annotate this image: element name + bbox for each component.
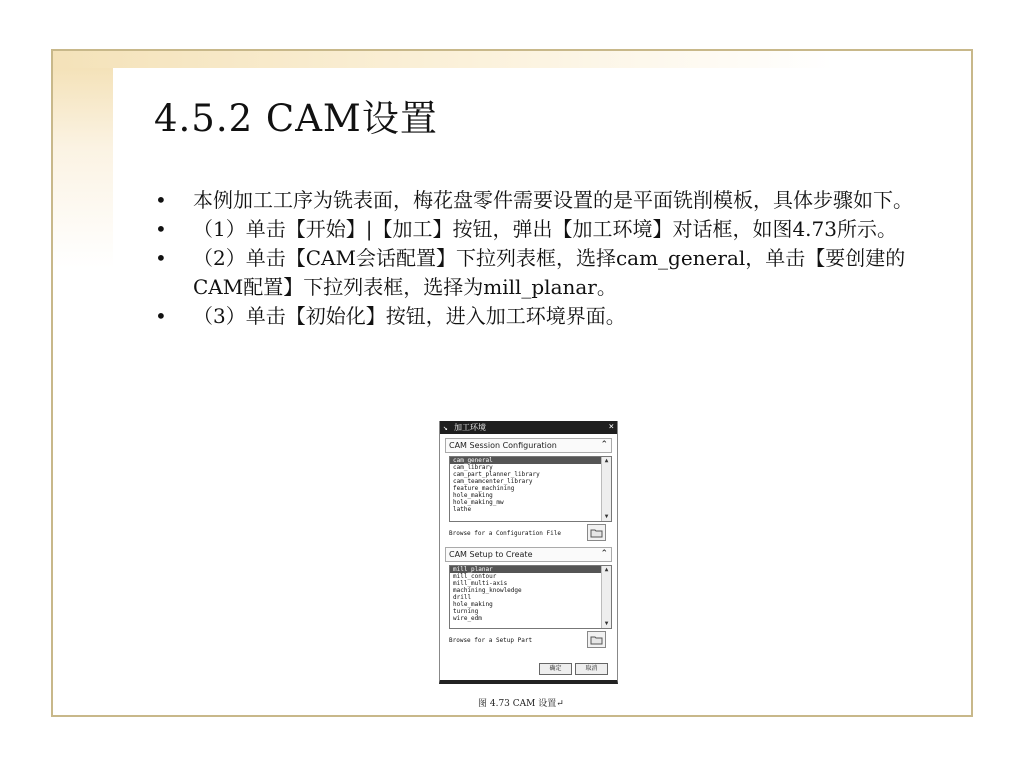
ok-button[interactable]: 确定 xyxy=(539,663,572,675)
bullet-item xyxy=(155,302,945,331)
list-item[interactable]: cam_part_planner_library xyxy=(453,471,540,478)
setup-to-create-header[interactable] xyxy=(445,547,612,562)
dialog-title: 加工环境 xyxy=(454,423,486,432)
list-item[interactable]: hole_making xyxy=(453,492,493,499)
session-config-list[interactable] xyxy=(449,456,612,522)
bullet-text: （1）单击【开始】|【加工】按钮，弹出【加工环境】对话框，如图4.73所示。 xyxy=(193,217,897,241)
dialog-app-icon: ↘ xyxy=(443,423,448,432)
list-item[interactable]: drill xyxy=(453,594,472,601)
scroll-up-icon[interactable]: ▲ xyxy=(604,566,609,573)
list-item[interactable]: mill_planar xyxy=(450,566,611,573)
bullet-item xyxy=(155,215,945,244)
browse-part-label: Browse for a Setup Part xyxy=(449,637,533,644)
list-item[interactable]: hole_making_mw xyxy=(453,499,504,506)
bullet-dot: • xyxy=(155,304,167,328)
list-item[interactable]: cam_teamcenter_library xyxy=(453,478,533,485)
list-item[interactable]: hole_making xyxy=(453,601,493,608)
scroll-up-icon[interactable]: ▲ xyxy=(604,457,609,464)
list-item[interactable]: wire_edm xyxy=(453,615,482,622)
slide-title: 4.5.2 CAM设置 xyxy=(154,97,438,140)
figure-caption: 图 4.73 CAM 设置↵ xyxy=(478,699,564,709)
machining-environment-dialog xyxy=(439,421,618,684)
bullet-item xyxy=(155,244,945,302)
scroll-down-icon[interactable]: ▼ xyxy=(604,620,609,627)
cancel-button[interactable]: 取消 xyxy=(575,663,608,675)
bullet-list xyxy=(155,186,945,331)
setup-to-create-header-label: CAM Setup to Create xyxy=(449,550,533,559)
browse-part-button[interactable] xyxy=(587,631,606,648)
bullet-dot: • xyxy=(155,188,167,212)
setup-to-create-list[interactable] xyxy=(449,565,612,629)
session-config-header[interactable] xyxy=(445,438,612,453)
folder-icon xyxy=(590,527,603,538)
session-config-header-label: CAM Session Configuration xyxy=(449,441,557,450)
close-icon[interactable]: × xyxy=(608,422,614,432)
bullet-text: （2）单击【CAM会话配置】下拉列表框，选择cam_general，单击【要创建的CAM配置】下拉列表框，选择为mill_planar。 xyxy=(193,246,906,299)
list-item[interactable]: cam_general xyxy=(450,457,611,464)
bullet-dot: • xyxy=(155,217,167,241)
browse-config-label: Browse for a Configuration File xyxy=(449,530,561,537)
session-list-scrollbar[interactable] xyxy=(601,457,611,521)
bullet-item xyxy=(155,186,945,215)
folder-icon xyxy=(590,634,603,645)
scroll-down-icon[interactable]: ▼ xyxy=(604,513,609,520)
bullet-dot: • xyxy=(155,246,167,270)
list-item[interactable]: cam_library xyxy=(453,464,493,471)
list-item[interactable]: machining_knowledge xyxy=(453,587,522,594)
bullet-text: （3）单击【初始化】按钮，进入加工环境界面。 xyxy=(193,304,626,328)
list-item[interactable]: lathe xyxy=(453,506,472,513)
chevron-up-icon[interactable]: ⌃ xyxy=(600,440,608,450)
list-item[interactable]: feature_machining xyxy=(453,485,515,492)
frame-top-band xyxy=(53,51,971,68)
setup-list-scrollbar[interactable] xyxy=(601,566,611,628)
list-item[interactable]: mill_multi-axis xyxy=(453,580,508,587)
list-item[interactable]: mill_contour xyxy=(453,573,497,580)
bullet-text: 本例加工工序为铣表面，梅花盘零件需要设置的是平面铣削模板，具体步骤如下。 xyxy=(193,188,913,212)
frame-left-band xyxy=(53,68,113,268)
dialog-titlebar[interactable] xyxy=(440,421,617,434)
browse-config-button[interactable] xyxy=(587,524,606,541)
chevron-up-icon[interactable]: ⌃ xyxy=(600,549,608,559)
list-item[interactable]: turning xyxy=(453,608,479,615)
